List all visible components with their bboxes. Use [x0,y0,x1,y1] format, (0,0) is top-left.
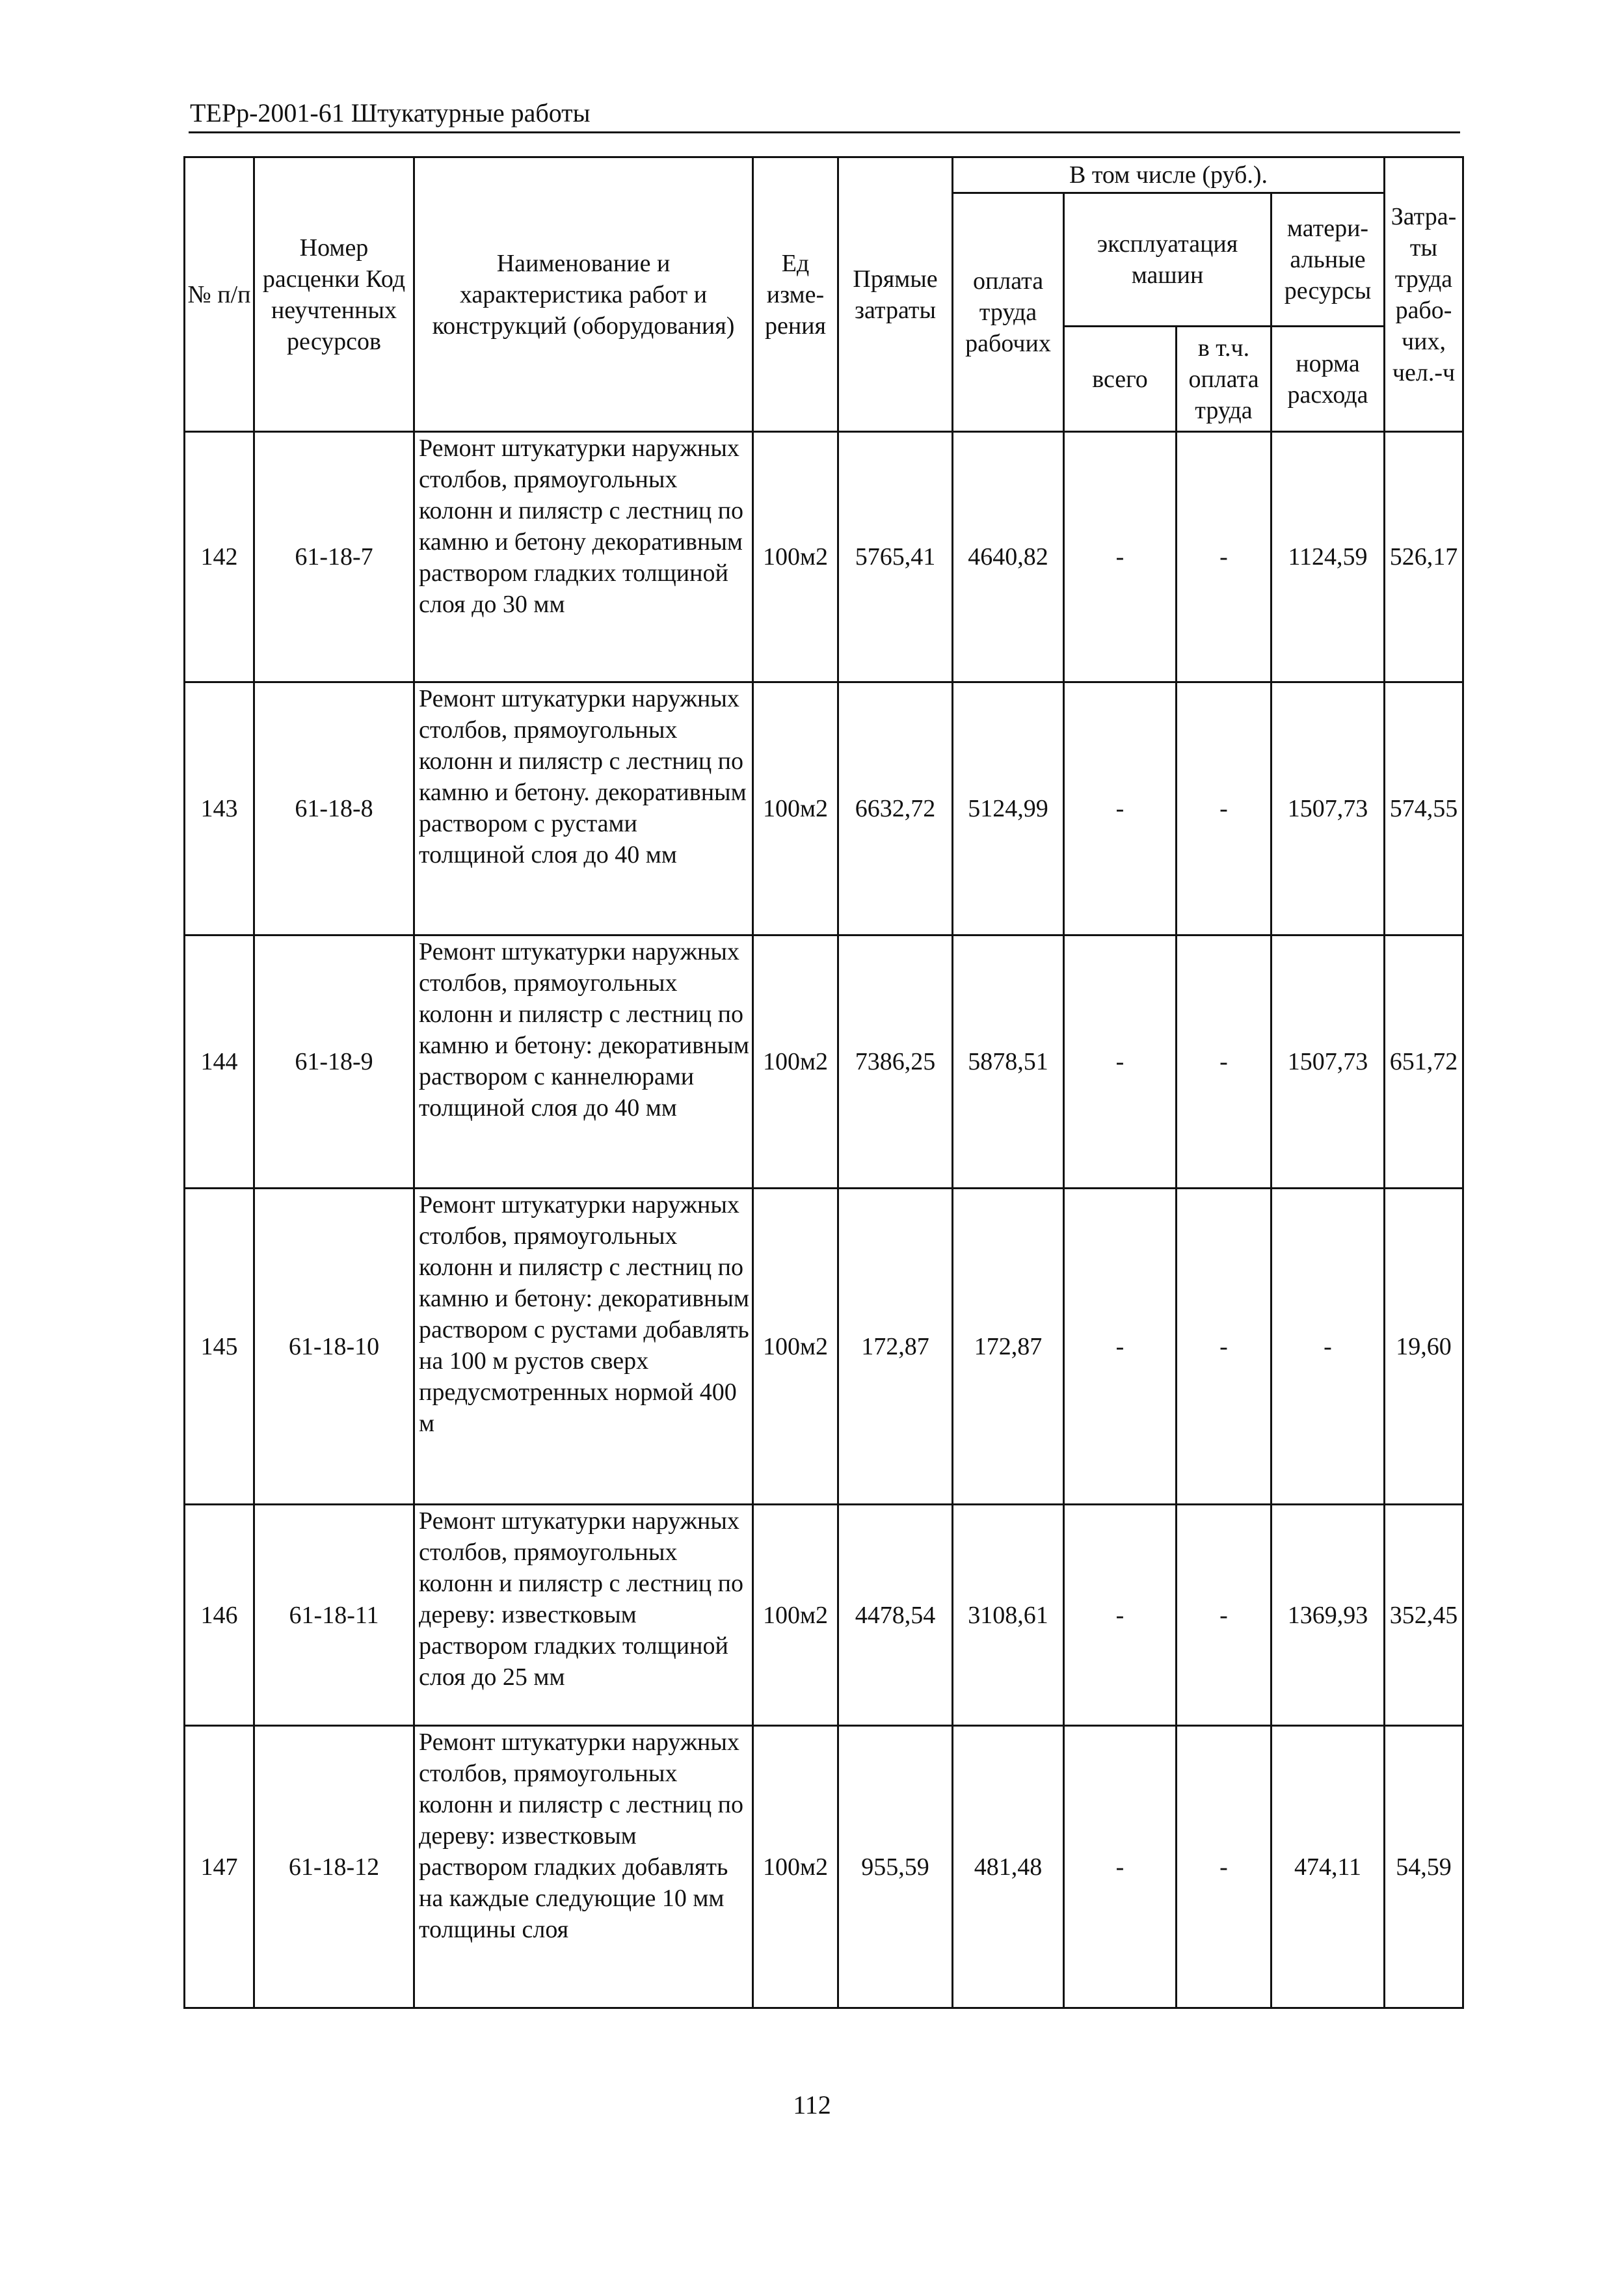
running-header: ТЕРр-2001-61 Штукатурные работы [190,98,591,128]
cell-direct: 955,59 [838,1726,953,2008]
cell-num: 144 [185,935,254,1189]
cell-direct: 172,87 [838,1189,953,1505]
cell-labor-cost: 19,60 [1385,1189,1463,1505]
cell-unit: 100м2 [753,432,838,682]
col-code-header: Номер расценки Код неучтенных ресурсов [254,157,414,432]
cell-machines-labor: - [1177,1189,1271,1505]
cell-machines-labor: - [1177,1726,1271,2008]
cell-machines-labor: - [1177,432,1271,682]
cell-labor-cost: 574,55 [1385,682,1463,935]
cell-code: 61-18-11 [254,1505,414,1726]
cell-unit: 100м2 [753,935,838,1189]
col-direct-header: Прямые затраты [838,157,953,432]
table-row [185,1189,1463,1505]
cell-labor-cost: 54,59 [1385,1726,1463,2008]
cell-code: 61-18-7 [254,432,414,682]
col-materials-header: матери-альные ресурсы [1271,193,1385,327]
cell-name: Ремонт штукатурки наружных столбов, прямоугольных колонн и пилястр с лестниц по дереву: известковым раствором гладких добавлять на каждые следующие 10 мм толщины слоя [414,1726,753,2008]
cell-num: 146 [185,1505,254,1726]
col-labor-pay-header: оплата труда рабочих [953,193,1064,432]
cell-num: 142 [185,432,254,682]
col-machines-labor-header: в т.ч. оплата труда [1177,327,1271,432]
cell-code: 61-18-10 [254,1189,414,1505]
cell-name: Ремонт штукатурки наружных столбов, прямоугольных колонн и пилястр с лестниц по камню и бетону декоративным раствором гладких толщиной слоя до 30 мм [414,432,753,682]
cell-materials: 1369,93 [1271,1505,1385,1726]
cell-unit: 100м2 [753,1505,838,1726]
col-labor-cost-header: Затра-ты труда рабо-чих, чел.-ч [1385,157,1463,432]
cell-machines-total: - [1064,682,1177,935]
header-rule [189,131,1460,133]
cell-direct: 4478,54 [838,1505,953,1726]
cell-machines-total: - [1064,935,1177,1189]
cell-direct: 5765,41 [838,432,953,682]
cell-materials: 1124,59 [1271,432,1385,682]
cell-name: Ремонт штукатурки наружных столбов, прямоугольных колонн и пилястр с лестниц по камню и бетону. декоративным раствором с рустами толщиной слоя до 40 мм [414,682,753,935]
cell-labor-pay: 172,87 [953,1189,1064,1505]
cell-labor-pay: 481,48 [953,1726,1064,2008]
table-row [185,432,1463,682]
cell-direct: 7386,25 [838,935,953,1189]
table-header [185,157,1463,432]
cell-machines-total: - [1064,1505,1177,1726]
cell-labor-cost: 651,72 [1385,935,1463,1189]
cell-name: Ремонт штукатурки наружных столбов, прямоугольных колонн и пилястр с лестниц по дереву: известковым раствором гладких толщиной слоя до 25 мм [414,1505,753,1726]
page-number: 112 [793,2090,831,2120]
cell-labor-cost: 352,45 [1385,1505,1463,1726]
col-incl-group-header: В том числе (руб.). [953,157,1385,193]
col-name-header: Наименование и характеристика работ и конструкций (оборудования) [414,157,753,432]
cell-machines-labor: - [1177,682,1271,935]
table-row [185,935,1463,1189]
cell-name: Ремонт штукатурки наружных столбов, прямоугольных колонн и пилястр с лестниц по камню и бетону: декоративным раствором с рустами добавлять на 100 м рустов сверх предусмотренных нормой 400 м [414,1189,753,1505]
cell-unit: 100м2 [753,1189,838,1505]
table-row [185,682,1463,935]
cell-labor-pay: 5124,99 [953,682,1064,935]
cell-labor-pay: 3108,61 [953,1505,1064,1726]
rates-table [183,156,1464,2009]
cell-machines-labor: - [1177,935,1271,1189]
cell-labor-pay: 5878,51 [953,935,1064,1189]
cell-machines-total: - [1064,432,1177,682]
col-machines-header: эксплуатация машин [1064,193,1271,327]
col-machines-total-header: всего [1064,327,1177,432]
cell-labor-cost: 526,17 [1385,432,1463,682]
cell-code: 61-18-9 [254,935,414,1189]
cell-name: Ремонт штукатурки наружных столбов, прямоугольных колонн и пилястр с лестниц по камню и бетону: декоративным раствором с каннелюрами толщиной слоя до 40 мм [414,935,753,1189]
cell-materials: 474,11 [1271,1726,1385,2008]
col-unit-header: Ед изме-рения [753,157,838,432]
cell-num: 147 [185,1726,254,2008]
cell-materials: 1507,73 [1271,935,1385,1189]
cell-machines-total: - [1064,1726,1177,2008]
cell-direct: 6632,72 [838,682,953,935]
table-row [185,1726,1463,2008]
cell-labor-pay: 4640,82 [953,432,1064,682]
cell-code: 61-18-12 [254,1726,414,2008]
col-num-header: № п/п [185,157,254,432]
table-body [185,432,1463,2008]
cell-num: 143 [185,682,254,935]
cell-materials: 1507,73 [1271,682,1385,935]
cell-code: 61-18-8 [254,682,414,935]
table-row [185,1505,1463,1726]
cell-machines-labor: - [1177,1505,1271,1726]
cell-num: 145 [185,1189,254,1505]
cell-materials: - [1271,1189,1385,1505]
cell-unit: 100м2 [753,682,838,935]
col-materials-norm-header: норма расхода [1271,327,1385,432]
cell-machines-total: - [1064,1189,1177,1505]
cell-unit: 100м2 [753,1726,838,2008]
